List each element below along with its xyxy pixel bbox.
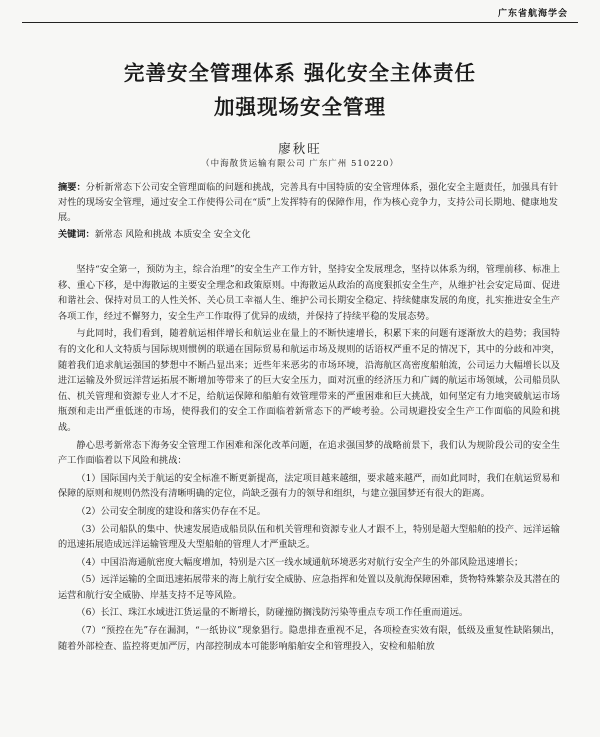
body-paragraph: （4）中国沿海通航密度大幅度增加，特别是六区一线水域通航环境恶劣对航行安全产生的外部风险迅速增长； [76,556,524,568]
body-paragraph: （1）国际国内关于航运的安全标准不断更新提高，法定项目越来越细，要求越来越严，而如此同时，我们在航运贸易和保障的原则和规则仍然没有清晰明确的定位，尚缺乏强有力的领导和组织，与建立强国梦还有很大的距离。 [58,472,560,500]
running-header: 广东省航海学会 [497,9,568,19]
article-title-line-1: 完善安全管理体系 强化安全主体责任 [123,61,477,85]
header-rule [22,22,578,23]
abstract [58,180,558,225]
abstract-label: 摘要： [58,182,86,193]
body-text [58,262,560,656]
author-affiliation: （中海散货运输有限公司 广东广州 510220） [201,159,399,169]
body-paragraph: （5）远洋运输的全面迅速拓展带来的海上航行安全威胁、应急指挥和处置以及航海保障困难，货物特殊繁杂及其潜在的运营和航行安全威胁、岸基支持不足等风险。 [58,574,560,601]
body-paragraph: （6）长江、珠江水域进江货运量的不断增长，防碰撞防搁浅防污染等重点专项工作任重而道远。 [76,607,469,619]
keywords [58,227,558,242]
abstract-text: 分析新常态下公司安全管理面临的问题和挑战，完善具有中国特质的安全管理体系，强化安全主题责任，加强具有针对性的现场安全管理，通过安全工作使得公司在“质”上发挥特有的保障作用，作为核心竞争力，支持公司长期地、健康地发展。 [58,182,559,223]
body-paragraph: （7）“预控在先”存在漏洞，“一纸协议”现象猖行。隐患排查重视不足，各项检查实效有限，低级及重复性缺陷频出，随着外部检查、监控将更加严厉，内部控制成本可能影响船舶安全和管理投入，安检和船舶放 [58,625,560,652]
article-title-line-2: 加强现场安全管理 [214,95,386,119]
author-name: 廖秋旺 [278,141,322,156]
body-paragraph: 静心思考新常态下海务安全管理工作困难和深化改革问题，在追求强国梦的战略前景下，我们认为规阶段公司的安全生产工作面临着以下风险和挑战： [58,439,560,467]
body-paragraph: （3）公司船队的集中、快速发展造成船员队伍和机关管理和资源专业人才跟不上，特别是超大型船舶的投产、远洋运输的迅速拓展造成远洋运输管理及大型船舶的管理人才严重缺乏。 [58,523,560,551]
keywords-text: 新常态 风险和挑战 本质安全 安全文化 [94,229,251,240]
keywords-label: 关键词： [58,229,95,240]
body-paragraph: （2）公司安全制度的建设和落实仍存在不足。 [76,505,266,517]
body-paragraph: 坚持“安全第一，预防为主，综合治理”的安全生产工作方针，坚持安全发展理念，坚持以体系为纲，管理前移、标准上移、重心下移，是中海散运的主要安全理念和政策原则。中海散运从政治的高度狠抓安全生产，从维护社会安定局面、促进和谐社会、保持对员工的人性关怀、关心员工幸福人生、维护公司长期安全稳定、持续健康发展的角度，扎实推进安全生产各项工作，经过不懈努力，安全生产工作取得了优异的成绩，并保持了持续平稳的发展态势。 [58,264,560,322]
body-paragraph: 与此同时，我们看到，随着航运相伴增长和航运业在量上的不断快速增长，积累下来的问题有逐渐放大的趋势；我国特有的文化和人文特质与国际规则惯例的联通在国际贸易和航运市场及规则的话语权严重不足的情况下，其中的分歧和冲突，随着我们追求航运强国的梦想中不断凸显出来；近些年来恶劣的市场环境，沿海航区高密度船舶流，公司运力大幅增长以及进江运输及外贸远洋营运拓展不断增加等带来了的巨大安全压力，面对沉重的经济压力和广阔的航运市场领域，公司船员队伍、机关管理和资源专业人才不足，给航运保障和船舶有效管理带来的严重困难和巨大挑战，如何坚定有力地突破航运市场瓶颈和走出严重低迷的市场，使得我们的安全工作面临着新常态下的严峻考验。公司规避投安全生产工作面临的风险和挑战。 [58,328,560,433]
